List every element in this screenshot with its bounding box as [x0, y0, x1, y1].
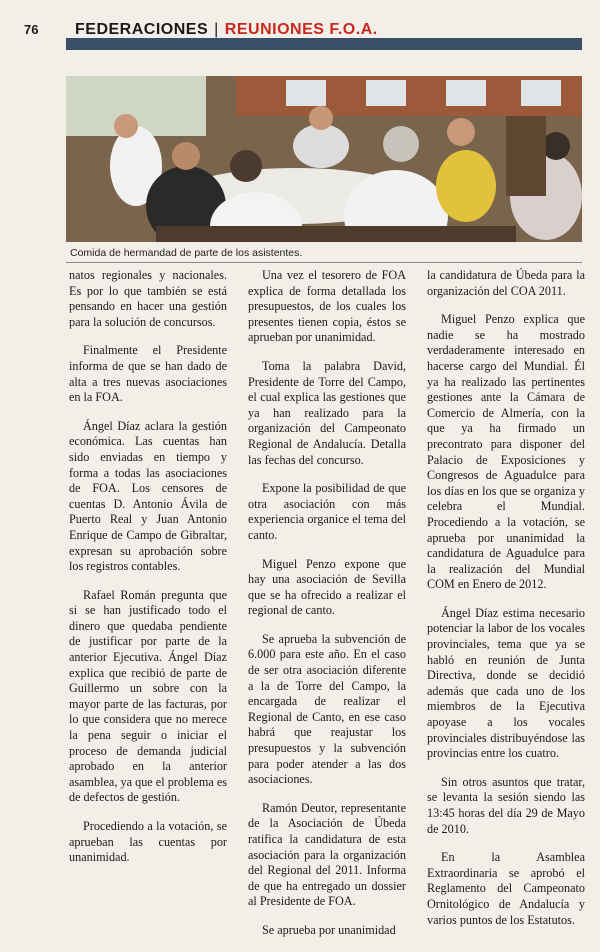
- paragraph: Una vez el tesorero de FOA explica de forma detallada los presupuestos, de los cuales los presentes tienen copia, éstos se aprueban por unanimidad.: [248, 268, 406, 345]
- paragraph: Miguel Penzo explica que nadie se ha mostrado verdaderamente interesado en hacerse cargo del Mundial. Él ya ha realizado las pertinentes gestiones ante la Cámara de Comercio de Almería, con la que ya ha firmado un precontrato para disponer del Palacio de Exposiciones y Congresos de Aguadulce para los días en los que se organiza y celebra el Mundial. Procediendo a la votación, se aprueba por unanimidad la candidatura de Aguadulce para la realización del Mundial COM en Enero de 2012.: [427, 312, 585, 592]
- caption-divider: [66, 262, 582, 263]
- paragraph: Finalmente el Presidente informa de que se han dado de alta a tres nuevas asociaciones en la FOA.: [69, 343, 227, 405]
- article-column-2: [248, 268, 406, 952]
- photo-caption: Comida de hermandad de parte de los asistentes.: [70, 247, 303, 259]
- section-title: FEDERACIONES: [75, 21, 209, 38]
- paragraph: Toma la palabra David, Presidente de Torre del Campo, el cual explica las gestiones que ya han realizado para la organización del Campeonato Regional de Andalucía. Detalla las fechas del concurso.: [248, 358, 406, 467]
- paragraph: Procediendo a la votación, se aprueban las cuentas por unanimidad.: [69, 819, 227, 865]
- paragraph: la candidatura de Úbeda para la organización del COA 2011.: [427, 268, 585, 298]
- paragraph: Sin otros asuntos que tratar, se levanta la sesión siendo las 13:45 horas del día 29 de Mayo de 2010.: [427, 774, 585, 836]
- paragraph: Ángel Díaz estima necesario potenciar la labor de los vocales provinciales, tema que ya se habló en reunión de Junta Directiva, donde se decidió además que cada uno de los miembros de la Ejecutiva apoyase a los vocales provinciales distribuyéndose las provincias entre los cuatro.: [427, 605, 585, 761]
- paragraph: natos regionales y nacionales. Es por lo que también se está pensando en hacer una gestión para la solución de concursos.: [69, 268, 227, 329]
- page-number: 76: [24, 22, 39, 37]
- paragraph: Miguel Penzo expone que hay una asociación de Sevilla que se ha ofrecido a realizar el regional de canto.: [248, 556, 406, 618]
- article-column-1: [69, 268, 227, 879]
- event-photo: [66, 76, 582, 242]
- section-header: [75, 21, 590, 39]
- paragraph: Rafael Román pregunta que si se han justificado todo el dinero que quedaba pendiente de justificar por parte de la anterior Ejecutiva. Ángel Díaz explica que recibió de parte de Guillermo un sobre con la mayor parte de las facturas, por lo que considera que no merece la pena seguir o iniciar el proceso de demanda judicial aprobado en la anterior asamblea, ya que el problema es de defectos de gestión.: [69, 587, 227, 805]
- header-bar: [66, 38, 582, 50]
- header-separator: |: [214, 21, 219, 38]
- subsection-title: REUNIONES F.O.A.: [224, 21, 378, 38]
- paragraph: Ramón Deutor, representante de la Asociación de Úbeda ratifica la candidatura de esta asociación para la organización del Regional del 2011. Informa de que ha entregado un dossier al Presidente de FOA.: [248, 800, 406, 909]
- article-column-3: [427, 268, 585, 941]
- paragraph: Expone la posibilidad de que otra asociación con más experiencia organice el tema del canto.: [248, 481, 406, 542]
- paragraph: Se aprueba la subvención de 6.000 para este año. En el caso de ser otra asociación diferente a la de Torre del Campo, la encargada de realizar el Regional de Canto, en ese caso habrá que reajustar los presupuestos y la subvención para poder atender a las dos asociaciones.: [248, 631, 406, 787]
- paragraph: Se aprueba por unanimidad: [262, 922, 396, 937]
- paragraph: En la Asamblea Extraordinaria se aprobó el Reglamento del Campeonato Ornitológico de Andalucía y varios puntos de los Estatutos.: [427, 850, 585, 927]
- event-photo-illustration: [66, 76, 582, 242]
- paragraph: Ángel Díaz aclara la gestión económica. Las cuentas han sido enviadas en tiempo y forma a todas las asociaciones de FOA. Los censores de cuentas D. Antonio Ávila de Puerto Real y Juan Antonio Enrique de Campo de Gibraltar, expresan su aprobación sobre los registros contables.: [69, 418, 227, 574]
